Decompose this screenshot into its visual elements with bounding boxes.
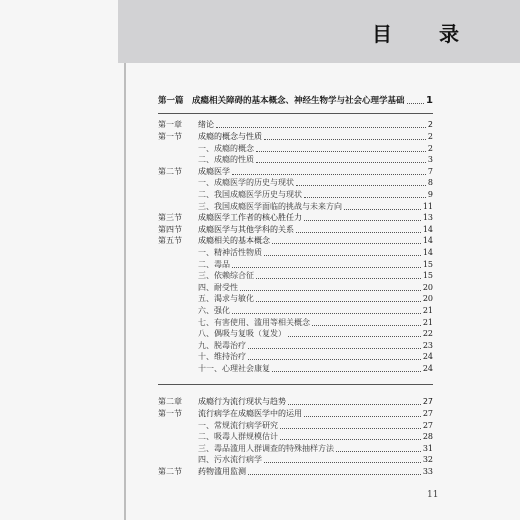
dot-leader (312, 325, 421, 326)
entry-label (158, 155, 254, 165)
entry-label (158, 144, 254, 154)
page-number: 7 (427, 166, 433, 176)
entry-label (158, 283, 238, 293)
entry-title: 一、成瘾的概念 (198, 143, 254, 153)
dot-leader (256, 278, 421, 279)
entry-title: 九、脱毒治疗 (198, 340, 246, 350)
toc-entry[interactable] (158, 178, 433, 188)
entry-label (158, 236, 270, 246)
toc-chapter2-heading[interactable] (158, 397, 433, 407)
entry-title: 药物滥用监测 (198, 467, 246, 476)
page-number: 33 (422, 467, 433, 476)
entry-title: 七、有害使用、滥用等相关概念 (198, 317, 310, 327)
page-number: 22 (422, 329, 433, 339)
entry-label (158, 329, 286, 339)
page-number: 13 (422, 213, 433, 223)
dot-leader (272, 243, 421, 244)
entry-label (158, 455, 262, 465)
page-number: 21 (422, 306, 433, 315)
entry-label (158, 364, 270, 374)
toc-entry[interactable] (158, 409, 433, 419)
dot-leader (232, 174, 426, 175)
entry-title: 八、偶吸与复吸（复发） (198, 329, 286, 339)
toc-entry[interactable] (158, 318, 433, 328)
entry-title: 十一、心理社会康复 (198, 364, 270, 373)
toc-entry[interactable] (158, 341, 433, 351)
entry-title: 流行病学在成瘾医学中的运用 (198, 409, 302, 418)
dot-leader (336, 451, 421, 452)
page-number: 8 (427, 178, 433, 188)
toc-entry[interactable] (158, 283, 433, 293)
entry-title: 二、毒品 (198, 259, 230, 269)
entry-label (158, 421, 278, 431)
toc-entry[interactable] (158, 467, 433, 477)
toc-entry[interactable] (158, 421, 433, 431)
dot-leader (248, 359, 421, 360)
section-number: 第一章 (158, 120, 182, 129)
entry-label (158, 294, 254, 304)
toc-entry[interactable] (158, 202, 433, 212)
dot-leader (304, 220, 421, 221)
entry-label (158, 352, 246, 362)
entry-label (158, 409, 302, 419)
page-number: 2 (427, 132, 433, 141)
section-number: 第二节 (158, 166, 182, 176)
dot-leader (264, 462, 421, 463)
entry-title: 三、我国成瘾医学面临的挑战与未来方向 (198, 201, 342, 211)
part-label: 第一篇 成瘾相关障碍的基本概念、神经生物学与社会心理学基础 (158, 96, 405, 106)
dot-leader (216, 127, 426, 128)
entry-label (158, 202, 342, 212)
entry-title: 成瘾医学与其他学科的关系 (198, 224, 294, 234)
entry-label (158, 341, 246, 351)
entry-label (158, 225, 294, 235)
entry-label (158, 467, 246, 477)
dot-leader (304, 416, 421, 417)
page-number: 2 (427, 143, 433, 153)
toc-entry[interactable] (158, 225, 433, 235)
dot-leader (272, 371, 421, 372)
section-number: 第一节 (158, 132, 182, 141)
entry-title: 十、维持治疗 (198, 352, 246, 362)
dot-leader (256, 151, 426, 152)
entry-title: 一、精神活性物质 (198, 248, 262, 257)
section-number: 第二章 (158, 397, 182, 406)
dot-leader (407, 103, 425, 104)
dot-leader (256, 301, 421, 302)
toc-entry[interactable] (158, 144, 433, 154)
page-number: 24 (422, 352, 433, 362)
toc-entry[interactable] (158, 190, 433, 200)
dot-leader (288, 404, 421, 405)
page-number: 1 (426, 95, 433, 106)
dot-leader (232, 267, 421, 268)
page-number: 11 (422, 201, 433, 211)
page-number: 21 (422, 317, 433, 327)
entry-title: 一、常规流行病学研究 (198, 420, 278, 430)
entry-title: 成瘾的概念与性质 (198, 132, 262, 141)
toc-entry[interactable] (158, 364, 433, 374)
entry-title: 二、成瘾的性质 (198, 155, 254, 165)
toc-entry[interactable] (158, 236, 433, 246)
part-separator (158, 113, 433, 114)
toc-part-1[interactable] (158, 96, 433, 106)
section-number: 第二节 (158, 467, 182, 476)
page-number: 32 (422, 455, 433, 465)
entry-title: 一、成瘾医学的历史与现状 (198, 178, 294, 188)
entry-label (158, 213, 302, 223)
page-number: 27 (422, 420, 433, 430)
dot-leader (248, 348, 421, 349)
toc-chapter1-heading[interactable] (158, 120, 433, 130)
dot-leader (248, 474, 421, 475)
page-title: 目 录 (372, 22, 479, 46)
entry-title: 绪论 (198, 120, 214, 129)
entry-title: 二、我国成瘾医学历史与现状 (198, 190, 302, 199)
dot-leader (232, 313, 421, 314)
entry-label (158, 178, 294, 188)
page-number: 31 (422, 443, 433, 453)
entry-title: 三、依赖综合征 (198, 271, 254, 281)
page-number: 15 (422, 271, 433, 281)
section-number: 第四节 (158, 224, 182, 234)
dot-leader (296, 185, 426, 186)
dot-leader (304, 197, 426, 198)
dot-leader (344, 209, 421, 210)
toc-entry[interactable] (158, 444, 433, 454)
entry-title: 成瘾行为流行现状与趋势 (198, 397, 286, 406)
page-number: 27 (422, 409, 433, 418)
entry-title: 二、吸毒人群规模估计 (198, 432, 278, 442)
entry-label (158, 120, 214, 130)
dot-leader (256, 162, 426, 163)
toc-entry[interactable] (158, 260, 433, 270)
entry-title: 三、毒品滥用人群调查的特殊抽样方法 (198, 443, 334, 453)
entry-title: 成瘾医学工作者的核心胜任力 (198, 213, 302, 223)
entry-label (158, 306, 230, 316)
dot-leader (264, 139, 426, 140)
entry-title: 成瘾相关的基本概念 (198, 236, 270, 246)
toc-entry[interactable] (158, 213, 433, 223)
entry-label (158, 318, 310, 328)
left-rule (124, 63, 126, 520)
entry-label (158, 248, 262, 258)
entry-label (158, 167, 230, 177)
toc-entry[interactable] (158, 248, 433, 258)
entry-label (158, 444, 334, 454)
entry-label (158, 271, 254, 281)
entry-label (158, 190, 302, 200)
page-number: 28 (422, 432, 433, 442)
entry-title: 五、渴求与敏化 (198, 294, 254, 304)
toc-entry[interactable] (158, 132, 433, 142)
dot-leader (296, 232, 421, 233)
entry-label (158, 132, 262, 142)
page-number: 24 (422, 364, 433, 373)
toc-entry[interactable] (158, 155, 433, 165)
toc-entry[interactable] (158, 432, 433, 442)
entry-title: 四、污水流行病学 (198, 455, 262, 465)
page-folio: 11 (427, 490, 439, 500)
dot-leader (240, 290, 421, 291)
page-number: 20 (422, 282, 433, 292)
page-number: 23 (422, 340, 433, 350)
dot-leader (264, 255, 421, 256)
page-number: 14 (422, 248, 433, 257)
section-number: 第三节 (158, 213, 182, 223)
toc-entry[interactable] (158, 455, 433, 465)
dot-leader (280, 439, 421, 440)
toc-entry[interactable] (158, 271, 433, 281)
toc-entry[interactable] (158, 294, 433, 304)
page-number: 27 (422, 397, 433, 406)
page-number: 20 (422, 294, 433, 304)
toc-entry[interactable] (158, 306, 433, 316)
toc-entry[interactable] (158, 167, 433, 177)
page-number: 9 (427, 190, 433, 199)
chapter-separator (158, 384, 433, 385)
page-number: 2 (427, 120, 433, 129)
entry-label (158, 397, 286, 407)
entry-title: 四、耐受性 (198, 282, 238, 292)
section-number: 第一节 (158, 409, 182, 418)
entry-label (158, 432, 278, 442)
page-number: 14 (422, 224, 433, 234)
entry-title: 六、强化 (198, 306, 230, 315)
page-number: 14 (422, 236, 433, 246)
toc-entry[interactable] (158, 352, 433, 362)
entry-label (158, 260, 230, 270)
toc-entry[interactable] (158, 329, 433, 339)
section-number: 第五节 (158, 236, 182, 246)
page-number: 15 (422, 259, 433, 269)
dot-leader (280, 428, 421, 429)
page-number: 3 (427, 155, 433, 165)
dot-leader (288, 336, 421, 337)
entry-title: 成瘾医学 (198, 166, 230, 176)
